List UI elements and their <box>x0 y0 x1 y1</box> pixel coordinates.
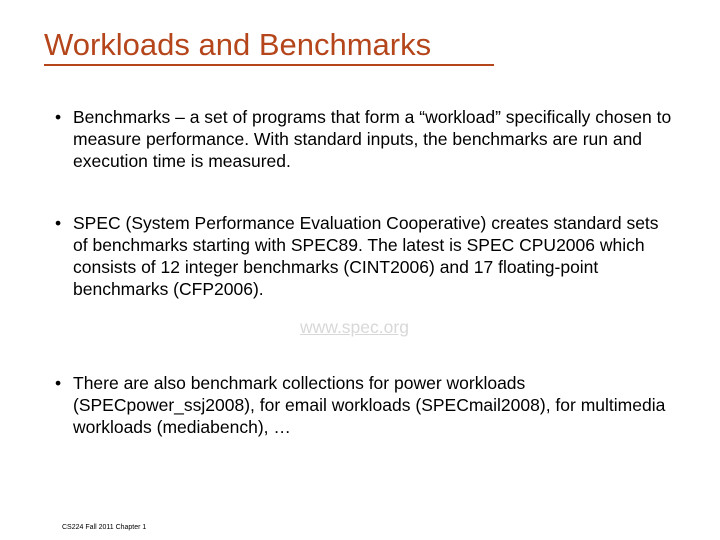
bullet-icon: • <box>55 373 62 393</box>
bullet-collections <box>55 372 675 438</box>
bullet-spec <box>55 212 675 300</box>
slide-footer: CS224 Fall 2011 Chapter 1 <box>62 524 147 531</box>
title-underline <box>44 64 494 66</box>
bullet-text: SPEC (System Performance Evaluation Cooperative) creates standard sets of benchmarks starting with SPEC89. The latest is SPEC CPU2006 which consists of 12 integer benchmarks (CINT2006) and 17 floating-point benchmarks (CFP2006). <box>73 213 659 299</box>
bullet-text: Benchmarks – a set of programs that form a “workload” specifically chosen to measure performance. With standard inputs, the benchmarks are run and execution time is measured. <box>73 107 672 171</box>
slide-title: Workloads and Benchmarks <box>44 27 432 62</box>
bullet-text: There are also benchmark collections for power workloads (SPECpower_ssj2008), for email workloads (SPECmail2008), for multimedia workloads (mediabench), … <box>73 373 666 437</box>
spec-website-link[interactable]: www.spec.org <box>300 317 409 337</box>
bullet-icon: • <box>55 107 62 127</box>
bullet-benchmarks <box>55 106 675 172</box>
bullet-icon: • <box>55 213 62 233</box>
